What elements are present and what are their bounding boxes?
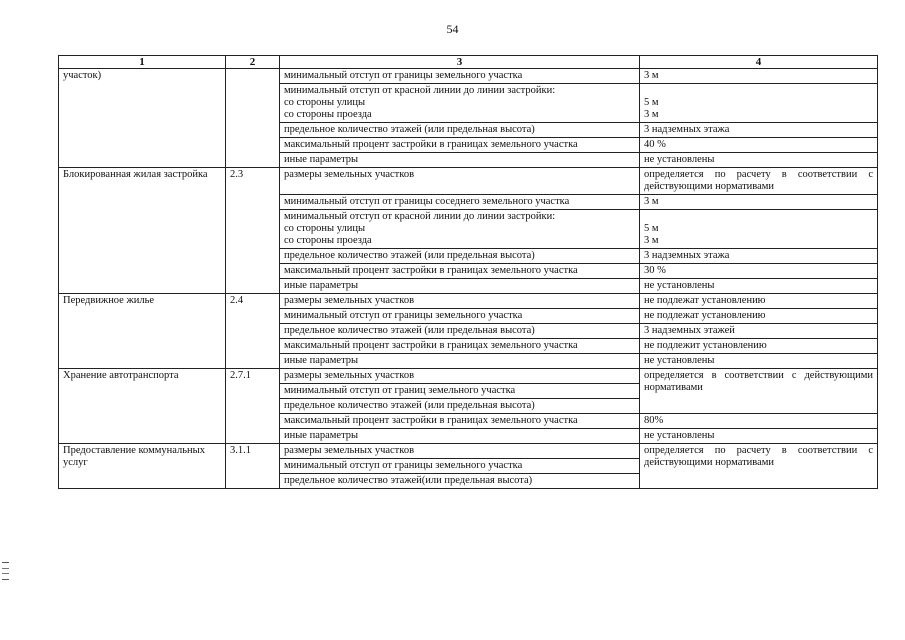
parameter-cell: размеры земельных участков: [280, 444, 640, 459]
value-cell: не подлежат установлению: [640, 294, 878, 309]
code-cell: 3.1.1: [226, 444, 280, 489]
header-col-3: 3: [280, 56, 640, 69]
value-cell: не установлены: [640, 429, 878, 444]
code-cell: 2.3: [226, 168, 280, 294]
value-cell: определяется по расчету в соответствии с действующими нормативами: [640, 168, 878, 195]
value-cell: 30 %: [640, 264, 878, 279]
parameter-cell: минимальный отступ от границы земельного участка: [280, 309, 640, 324]
value-cell: не установлены: [640, 279, 878, 294]
value-cell: определяется по расчету в соответствии с действующими нормативами: [640, 444, 878, 489]
binding-margin-mark: [2, 562, 9, 580]
value-cell: [640, 84, 878, 123]
header-col-2: 2: [226, 56, 280, 69]
parameter-line: со стороны проезда: [284, 235, 372, 246]
code-cell: 2.7.1: [226, 369, 280, 444]
value-cell: не установлены: [640, 153, 878, 168]
parameter-line: со стороны улицы: [284, 223, 366, 234]
table-row: [59, 168, 878, 195]
parameter-cell: предельное количество этажей (или предельная высота): [280, 399, 640, 414]
parameter-cell: минимальный отступ от границ земельного участка: [280, 384, 640, 399]
parameter-cell: размеры земельных участков: [280, 168, 640, 195]
parameter-cell: [280, 210, 640, 249]
value-line: 5 м: [644, 97, 659, 108]
value-cell: 3 надземных этажей: [640, 324, 878, 339]
table-row: [59, 294, 878, 309]
parameter-cell: предельное количество этажей (или предельная высота): [280, 123, 640, 138]
value-cell: 40 %: [640, 138, 878, 153]
parameter-line: минимальный отступ от красной линии до линии застройки:: [284, 211, 556, 222]
zoning-parameters-table: [58, 55, 878, 489]
parameter-cell: максимальный процент застройки в границах земельного участка: [280, 138, 640, 153]
value-cell: 3 надземных этажа: [640, 249, 878, 264]
parameter-cell: минимальный отступ от границы соседнего земельного участка: [280, 195, 640, 210]
parameter-cell: минимальный отступ от границы земельного участка: [280, 459, 640, 474]
value-cell: не подлежат установлению: [640, 309, 878, 324]
code-cell: 2.4: [226, 294, 280, 369]
parameter-cell: предельное количество этажей(или предельная высота): [280, 474, 640, 489]
parameter-cell: размеры земельных участков: [280, 369, 640, 384]
table-row: [59, 69, 878, 84]
parameter-line: со стороны улицы: [284, 97, 366, 108]
use-type-cell: Передвижное жилье: [59, 294, 226, 369]
use-type-cell: Предоставление коммунальных услуг: [59, 444, 226, 489]
value-cell: 80%: [640, 414, 878, 429]
parameter-cell: предельное количество этажей (или предельная высота): [280, 324, 640, 339]
value-cell: 3 надземных этажа: [640, 123, 878, 138]
use-type-cell: Хранение автотранспорта: [59, 369, 226, 444]
parameter-cell: иные параметры: [280, 354, 640, 369]
parameter-line: со стороны проезда: [284, 109, 372, 120]
parameter-cell: размеры земельных участков: [280, 294, 640, 309]
parameter-cell: максимальный процент застройки в границах земельного участка: [280, 414, 640, 429]
value-cell: не подлежит установлению: [640, 339, 878, 354]
code-cell: [226, 69, 280, 168]
parameter-cell: иные параметры: [280, 429, 640, 444]
parameter-cell: максимальный процент застройки в границах земельного участка: [280, 339, 640, 354]
value-line: 3 м: [644, 109, 659, 120]
table-row: [59, 444, 878, 459]
header-row: [59, 56, 878, 69]
parameter-cell: максимальный процент застройки в границах земельного участка: [280, 264, 640, 279]
table-row: [59, 369, 878, 384]
header-col-1: 1: [59, 56, 226, 69]
header-col-4: 4: [640, 56, 878, 69]
parameter-cell: иные параметры: [280, 153, 640, 168]
value-cell: [640, 210, 878, 249]
parameter-cell: иные параметры: [280, 279, 640, 294]
use-type-cell: участок): [59, 69, 226, 168]
parameter-line: минимальный отступ от красной линии до линии застройки:: [284, 85, 556, 96]
parameter-cell: минимальный отступ от границы земельного участка: [280, 69, 640, 84]
value-line: 3 м: [644, 235, 659, 246]
parameter-cell: предельное количество этажей (или предельная высота): [280, 249, 640, 264]
parameter-cell: [280, 84, 640, 123]
value-cell: определяется в соответствии с действующими нормативами: [640, 369, 878, 414]
value-cell: 3 м: [640, 195, 878, 210]
page-number: 54: [446, 22, 459, 36]
value-cell: не установлены: [640, 354, 878, 369]
value-cell: 3 м: [640, 69, 878, 84]
value-line: 5 м: [644, 223, 659, 234]
use-type-cell: Блокированная жилая застройка: [59, 168, 226, 294]
